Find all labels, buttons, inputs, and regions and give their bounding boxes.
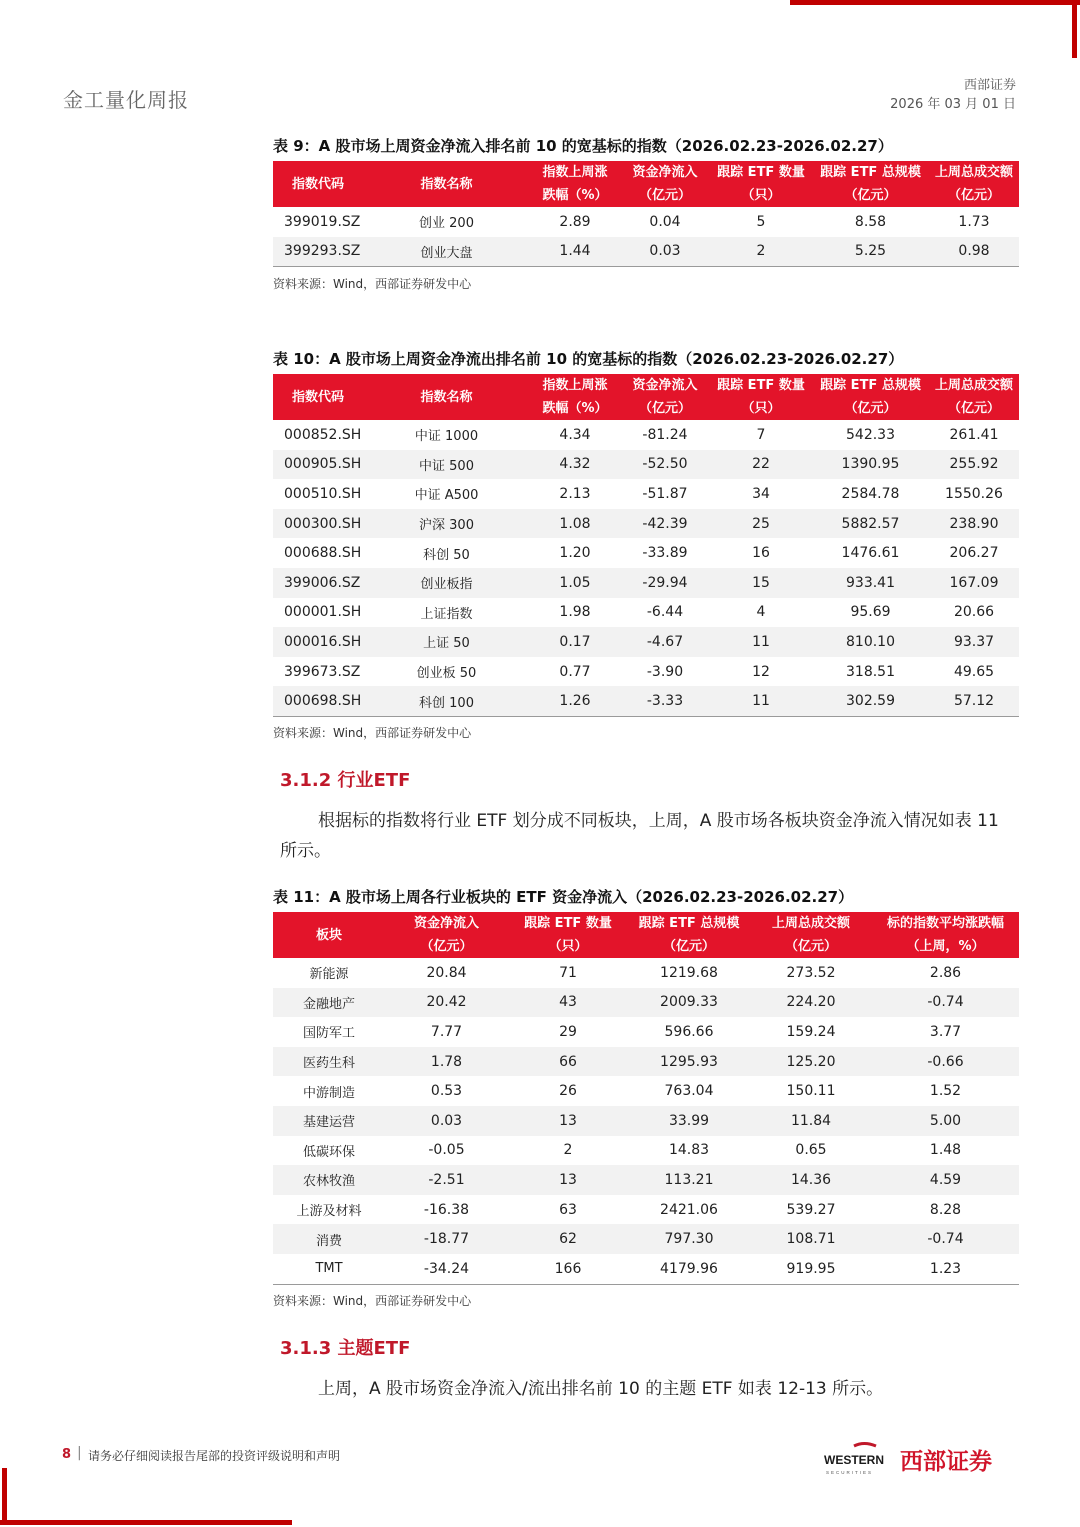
table9-col-header: 指数上周涨: [530, 161, 620, 184]
table-cell: 基建运营: [273, 1106, 385, 1136]
table-cell: 763.04: [664, 1083, 714, 1100]
table-cell: 2584.78: [841, 485, 900, 502]
table-cell: 国防军工: [302, 1026, 355, 1042]
table-cell: 11: [710, 686, 812, 716]
table10-caption: 表 10：A 股市场上周资金净流出排名前 10 的宽基标的指数（2026.02.23-2026.02.27）: [273, 350, 904, 368]
table-cell: 150.11: [786, 1083, 836, 1100]
table-cell: -3.90: [646, 663, 684, 680]
table11-col-header: 上周总成交额: [750, 912, 872, 935]
table-cell: -42.39: [620, 509, 710, 539]
table-cell: 5.00: [872, 1106, 1019, 1136]
table-cell: 沪深 300: [363, 509, 530, 539]
table-cell: 167.09: [929, 568, 1019, 598]
table10-col-header: 指数名称: [363, 374, 530, 420]
firm-name: 西部证券: [963, 78, 1016, 93]
table10-col-header: 指数代码: [273, 374, 363, 420]
table-cell: 919.95: [750, 1254, 872, 1284]
table-cell: 1.20: [559, 545, 591, 562]
table-cell: 125.20: [750, 1047, 872, 1077]
table-cell: 000001.SH: [284, 604, 362, 621]
table-cell: -6.44: [646, 604, 684, 621]
table-cell: 0.98: [929, 237, 1019, 267]
table-cell: 539.27: [786, 1201, 836, 1218]
table-cell: 1.73: [958, 213, 990, 230]
table-cell: 5.25: [812, 237, 929, 267]
table10-body: [273, 420, 1019, 716]
table-cell: 创业板 50: [416, 666, 477, 682]
table-row: [273, 479, 1019, 509]
table-cell: 318.51: [846, 663, 895, 680]
table-cell: 797.30: [628, 1224, 750, 1254]
table9-col-header: 指数代码: [273, 161, 363, 207]
corner-decoration-top-h: [790, 0, 1080, 5]
table-cell: 创业 200: [419, 216, 474, 232]
table-cell: 1.08: [530, 509, 620, 539]
table11-col-header-unit: （亿元）: [628, 935, 750, 958]
table11-col-header: 跟踪 ETF 总规模: [628, 912, 750, 935]
table-cell: -52.50: [620, 450, 710, 480]
corner-decoration-top-v: [1072, 0, 1077, 58]
table-cell: 中游制造: [302, 1085, 355, 1101]
table-cell: 238.90: [929, 509, 1019, 539]
table-cell: 66: [508, 1047, 628, 1077]
table-cell: 0.65: [795, 1142, 827, 1159]
table10: [273, 374, 1019, 717]
table-cell: 62: [508, 1224, 628, 1254]
table-row: [273, 1047, 1019, 1077]
table-cell: 25: [710, 509, 812, 539]
table-row: [273, 988, 1019, 1018]
table-cell: 2: [710, 237, 812, 267]
table-cell: 0.77: [559, 663, 591, 680]
table-row: [273, 1076, 1019, 1106]
table-cell: -0.66: [872, 1047, 1019, 1077]
table-row: [273, 237, 1019, 267]
table9-col-header: 跟踪 ETF 数量: [710, 161, 812, 184]
table-cell: 596.66: [664, 1023, 714, 1040]
table-cell: 5882.57: [812, 509, 929, 539]
table-cell: 4179.96: [628, 1254, 750, 1284]
report-title: 金工量化周报: [63, 88, 189, 112]
report-date: 2026 年 03 月 01 日: [890, 97, 1016, 112]
table-cell: -29.94: [620, 568, 710, 598]
table-cell: -34.24: [385, 1254, 508, 1284]
table-cell: 中证 1000: [414, 429, 479, 445]
table-cell: 159.24: [786, 1023, 836, 1040]
table-cell: 0.03: [385, 1106, 508, 1136]
table-cell: 93.37: [929, 627, 1019, 657]
table-cell: -2.51: [385, 1165, 508, 1195]
table-cell: 中证 A500: [414, 488, 479, 504]
table-cell: -33.89: [642, 545, 688, 562]
table-cell: 95.69: [850, 604, 891, 621]
table9: [273, 161, 1019, 267]
table-row: [273, 627, 1019, 657]
western-securities-logo: [824, 1440, 1019, 1480]
table-row: [273, 657, 1019, 687]
table-cell: -81.24: [642, 426, 688, 443]
table-row: [273, 568, 1019, 598]
table9-col-header-unit: （亿元）: [620, 184, 710, 207]
table-cell: 2421.06: [660, 1201, 718, 1218]
table-cell: 13: [508, 1106, 628, 1136]
table-cell: 11: [710, 627, 812, 657]
table-cell: 542.33: [846, 426, 895, 443]
table9-col-header-unit: （亿元）: [812, 184, 929, 207]
table-cell: 399673.SZ: [284, 663, 361, 680]
table10-col-header: 资金净流入: [620, 374, 710, 397]
table-cell: 33.99: [628, 1106, 750, 1136]
table-row: [273, 450, 1019, 480]
table-cell: 20.42: [385, 988, 508, 1018]
table-cell: 206.27: [949, 545, 999, 562]
table9-col-header: 资金净流入: [620, 161, 710, 184]
table11-header: [273, 912, 1019, 958]
table-cell: 1.98: [559, 604, 591, 621]
table-cell: 22: [710, 450, 812, 480]
footer-separator: |: [77, 1445, 82, 1461]
table-cell: 20.84: [426, 964, 467, 981]
table-cell: 科创 100: [363, 686, 530, 716]
section-heading-3-1-3: 3.1.3 主题ETF: [280, 1338, 411, 1359]
table10-col-header: 跟踪 ETF 数量: [710, 374, 812, 397]
table-cell: 71: [559, 964, 577, 981]
table-cell: 2.89: [559, 213, 591, 230]
table11-col-header-unit: （上周，%）: [872, 935, 1019, 958]
table-cell: 16: [752, 545, 770, 562]
table-cell: 8.28: [929, 1201, 962, 1218]
table-cell: 1.26: [530, 686, 620, 716]
table-cell: 1.44: [530, 237, 620, 267]
table10-col-header: 指数上周涨: [530, 374, 620, 397]
table-cell: -0.74: [872, 988, 1019, 1018]
table11-col-header-unit: （亿元）: [385, 935, 508, 958]
table-cell: -51.87: [642, 485, 688, 502]
table11-col-header-unit: （只）: [508, 935, 628, 958]
table-cell: 2.13: [559, 485, 591, 502]
table10-col-header-unit: 跌幅（%）: [530, 397, 620, 420]
table-cell: 26: [559, 1083, 577, 1100]
table-cell: 4.59: [872, 1165, 1019, 1195]
table-row: [273, 1136, 1019, 1166]
table-cell: 0.53: [430, 1083, 463, 1100]
logo-subtext: SECURITIES: [826, 1470, 874, 1475]
table-cell: 273.52: [786, 964, 836, 981]
table-cell: 63: [559, 1201, 577, 1218]
table-row: [273, 958, 1019, 988]
table-cell: 中证 500: [363, 450, 530, 480]
table9-body: [273, 207, 1019, 267]
table-row: [273, 1165, 1019, 1195]
table10-source: 资料来源：Wind，西部证券研发中心: [273, 726, 472, 740]
table-row: [273, 207, 1019, 237]
table-cell: 399006.SZ: [273, 568, 363, 598]
table-row: [273, 420, 1019, 450]
table-cell: 7: [756, 426, 766, 443]
table-row: [273, 1254, 1019, 1284]
table9-col-header-unit: 跌幅（%）: [530, 184, 620, 207]
table-cell: 000510.SH: [284, 485, 362, 502]
table-cell: 13: [508, 1165, 628, 1195]
table-cell: 57.12: [929, 686, 1019, 716]
table-row: [273, 538, 1019, 568]
table9-col-header: 指数名称: [363, 161, 530, 207]
table-cell: 金融地产: [273, 988, 385, 1018]
table-cell: 1.48: [929, 1142, 962, 1159]
table-cell: 0.17: [530, 627, 620, 657]
table-cell: 810.10: [812, 627, 929, 657]
table-cell: -4.67: [620, 627, 710, 657]
table-cell: 科创 50: [423, 547, 470, 563]
table-cell: 000688.SH: [284, 545, 362, 562]
table10-col-header-unit: （亿元）: [812, 397, 929, 420]
table9-caption: 表 9：A 股市场上周资金净流入排名前 10 的宽基标的指数（2026.02.23-2026.02.27）: [273, 137, 893, 155]
table-cell: 创业大盘: [363, 237, 530, 267]
table-cell: 1476.61: [841, 545, 900, 562]
table-cell: 166: [508, 1254, 628, 1284]
table10-col-header: 跟踪 ETF 总规模: [812, 374, 929, 397]
page-number: 8: [62, 1447, 72, 1462]
table-cell: 1.23: [872, 1254, 1019, 1284]
table-cell: 新能源: [309, 967, 349, 983]
table-cell: 上游及材料: [296, 1204, 362, 1220]
table11-col-header: 跟踪 ETF 数量: [508, 912, 628, 935]
table-cell: 43: [508, 988, 628, 1018]
table-cell: 1550.26: [945, 485, 1003, 502]
table-cell: 上证 50: [363, 627, 530, 657]
table-cell: 14.83: [668, 1142, 710, 1159]
corner-decoration-bottom-h: [0, 1520, 292, 1525]
table-row: [273, 1224, 1019, 1254]
table9-source: 资料来源：Wind，西部证券研发中心: [273, 277, 472, 291]
table-cell: 12: [752, 663, 770, 680]
table-cell: 15: [710, 568, 812, 598]
table-cell: 29: [559, 1023, 577, 1040]
table9-col-header-unit: （只）: [710, 184, 812, 207]
table-cell: 20.66: [953, 604, 995, 621]
table-cell: TMT: [273, 1254, 385, 1284]
table-cell: 消费: [273, 1224, 385, 1254]
table-cell: -0.05: [428, 1142, 465, 1159]
table-cell: 1.52: [929, 1083, 962, 1100]
footer-disclaimer: 请务必仔细阅读报告尾部的投资评级说明和声明: [88, 1449, 341, 1463]
table-cell: 4: [756, 604, 766, 621]
table10-col-header-unit: （只）: [710, 397, 812, 420]
table11-col-header: 资金净流入: [385, 912, 508, 935]
section-paragraph-3-1-2: 根据标的指数将行业 ETF 划分成不同板块，上周，A 股市场各板块资金净流入情况如表 11 所示。: [280, 811, 999, 861]
table9-col-header-unit: （亿元）: [929, 184, 1019, 207]
table-cell: 3.77: [929, 1023, 962, 1040]
logo-text-en: WESTERN: [824, 1453, 884, 1467]
table-cell: 上证指数: [420, 606, 473, 622]
table-row: [273, 1195, 1019, 1225]
table11-col-header: 标的指数平均涨跌幅: [872, 912, 1019, 935]
table-cell: 0.04: [649, 213, 681, 230]
section-paragraph-3-1-3: 上周，A 股市场资金净流入/流出排名前 10 的主题 ETF 如表 12-13 所示。: [318, 1379, 884, 1399]
table10-col-header-unit: （亿元）: [620, 397, 710, 420]
table-cell: 000300.SH: [273, 509, 363, 539]
table-cell: 8.58: [854, 213, 887, 230]
table9-col-header: 跟踪 ETF 总规模: [812, 161, 929, 184]
table11-source: 资料来源：Wind，西部证券研发中心: [273, 1294, 472, 1308]
table-cell: 创业板指: [363, 568, 530, 598]
table-cell: 1219.68: [660, 964, 718, 981]
table-row: [273, 598, 1019, 628]
table10-col-header: 上周总成交额: [929, 374, 1019, 397]
table-cell: 4.32: [530, 450, 620, 480]
table-cell: 261.41: [949, 426, 999, 443]
table-cell: -0.74: [872, 1224, 1019, 1254]
table-cell: 399293.SZ: [273, 237, 363, 267]
table11-col-header: 板块: [273, 912, 385, 958]
table-cell: 11.84: [750, 1106, 872, 1136]
table-cell: 医药生科: [273, 1047, 385, 1077]
table9-col-header: 上周总成交额: [929, 161, 1019, 184]
table-cell: 1.05: [530, 568, 620, 598]
corner-decoration-bottom-v: [2, 1468, 7, 1525]
table-cell: 2.86: [929, 964, 962, 981]
table-cell: 14.36: [750, 1165, 872, 1195]
table-cell: 000905.SH: [273, 450, 363, 480]
table-cell: 113.21: [628, 1165, 750, 1195]
table-cell: 302.59: [812, 686, 929, 716]
table-row: [273, 1017, 1019, 1047]
table10-col-header-unit: （亿元）: [929, 397, 1019, 420]
table9-header: [273, 161, 1019, 207]
table-row: [273, 686, 1019, 716]
table-cell: 4.34: [559, 426, 591, 443]
table-cell: 7.77: [430, 1023, 463, 1040]
table11-col-header-unit: （亿元）: [750, 935, 872, 958]
logo-text-cn: 西部证券: [900, 1449, 992, 1475]
table-cell: 2: [563, 1142, 573, 1159]
table-cell: 108.71: [750, 1224, 872, 1254]
table-cell: 农林牧渔: [273, 1165, 385, 1195]
table-cell: 2009.33: [628, 988, 750, 1018]
table10-header: [273, 374, 1019, 420]
table-cell: -18.77: [385, 1224, 508, 1254]
table-cell: 000698.SH: [273, 686, 363, 716]
table-cell: 49.65: [953, 663, 995, 680]
table-cell: 224.20: [750, 988, 872, 1018]
table-cell: -16.38: [423, 1201, 470, 1218]
table-cell: 1295.93: [628, 1047, 750, 1077]
table-cell: 5: [756, 213, 766, 230]
table11-body: [273, 958, 1019, 1284]
table-cell: 低碳环保: [302, 1144, 355, 1160]
table-cell: 000016.SH: [273, 627, 363, 657]
table-cell: 933.41: [812, 568, 929, 598]
table-cell: 000852.SH: [284, 426, 362, 443]
table-cell: 399019.SZ: [284, 213, 361, 230]
table-row: [273, 509, 1019, 539]
table-cell: 1390.95: [812, 450, 929, 480]
section-heading-3-1-2: 3.1.2 行业ETF: [280, 770, 411, 791]
table-row: [273, 1106, 1019, 1136]
table-cell: -3.33: [620, 686, 710, 716]
table-cell: 255.92: [929, 450, 1019, 480]
table-cell: 1.78: [385, 1047, 508, 1077]
table11: [273, 912, 1019, 1285]
table-cell: 0.03: [620, 237, 710, 267]
table11-caption: 表 11：A 股市场上周各行业板块的 ETF 资金净流入（2026.02.23-2026.02.27）: [273, 888, 854, 906]
table-cell: 34: [752, 485, 770, 502]
